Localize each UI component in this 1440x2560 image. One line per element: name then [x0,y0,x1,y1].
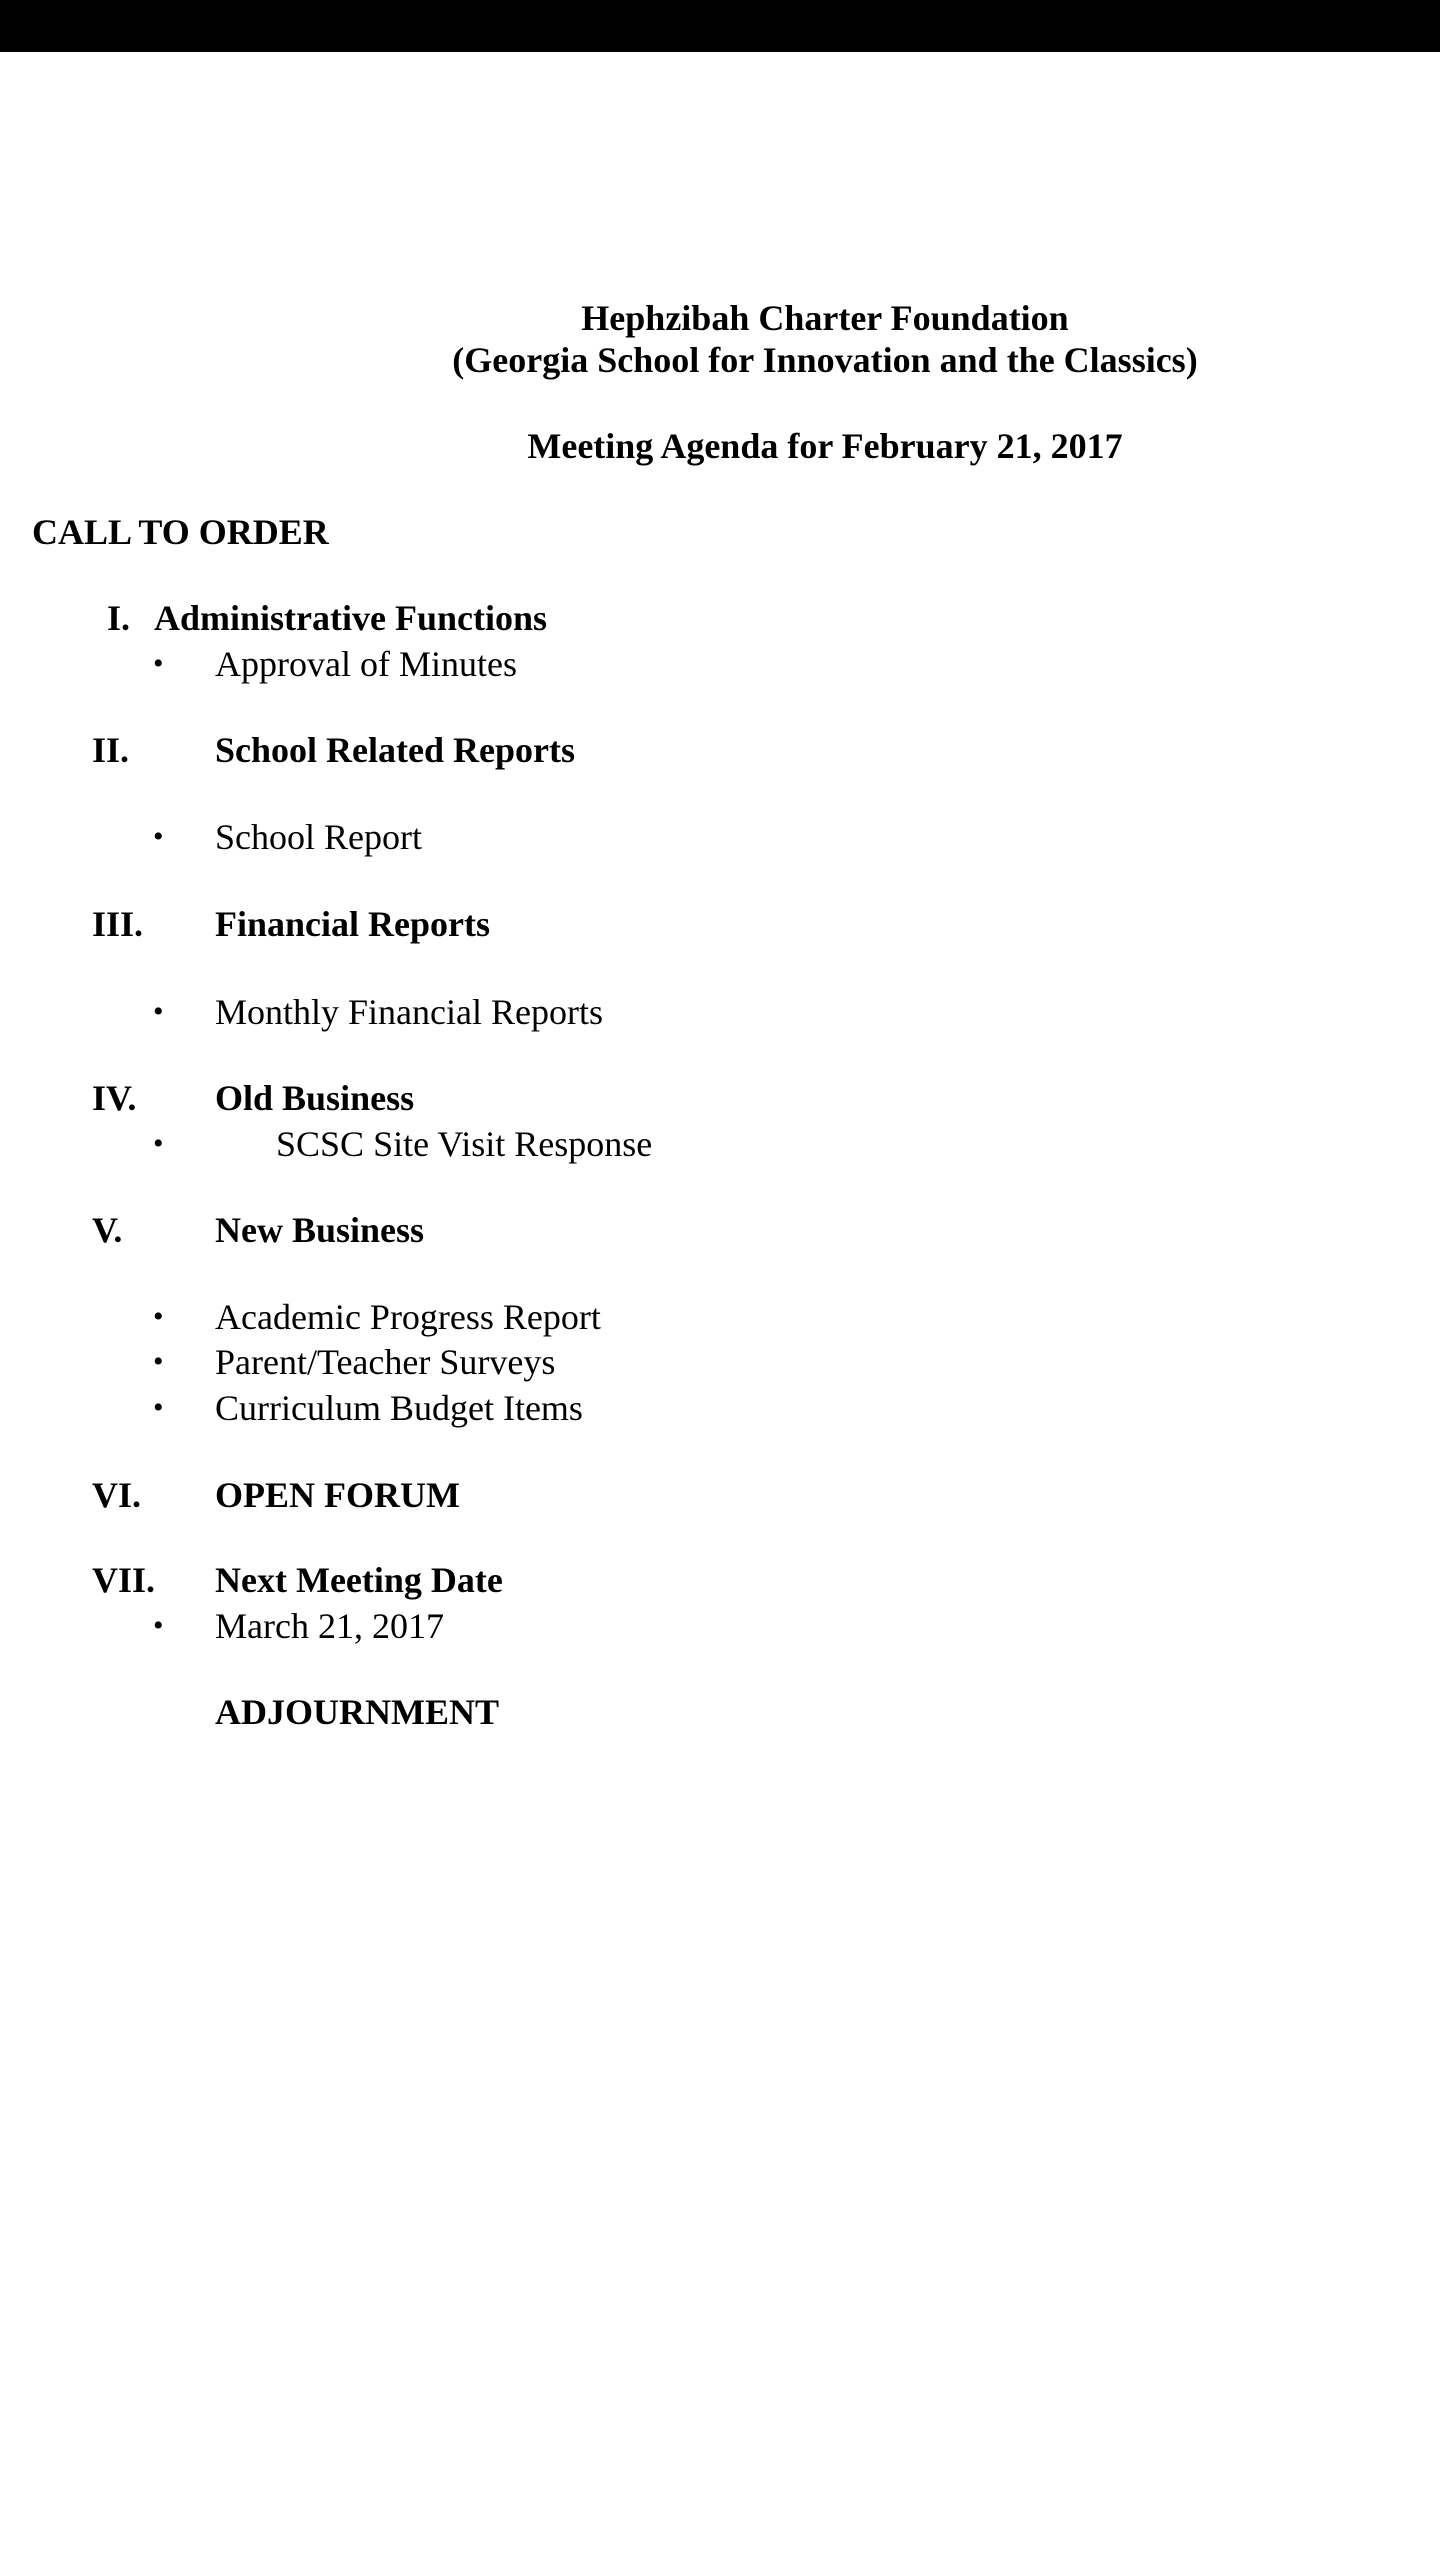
section-title: New Business [215,1210,425,1250]
bullet-icon: • [153,1300,164,1333]
call-to-order: CALL TO ORDER [32,512,329,552]
section-numeral: III. [92,904,144,944]
list-item: SCSC Site Visit Response [276,1124,653,1164]
list-item: Approval of Minutes [215,644,517,684]
bullet-icon: • [153,1345,164,1378]
agenda-title: Meeting Agenda for February 21, 2017 [527,426,1123,466]
section-numeral: II. [92,730,130,770]
top-status-bar [0,0,1440,52]
section-numeral: VI. [92,1475,142,1515]
bullet-icon: • [153,1127,164,1160]
section-title: Next Meeting Date [215,1560,503,1600]
list-item: School Report [215,817,422,857]
section-title: Administrative Functions [154,598,548,638]
school-name: (Georgia School for Innovation and the Classics) [452,340,1198,380]
list-item: Parent/Teacher Surveys [215,1342,556,1382]
bullet-icon: • [153,1391,164,1424]
list-item: March 21, 2017 [215,1606,444,1646]
list-item: Curriculum Budget Items [215,1388,583,1428]
bullet-icon: • [153,995,164,1028]
list-item: Monthly Financial Reports [215,992,603,1032]
list-item: Academic Progress Report [215,1297,601,1337]
section-title: School Related Reports [215,730,575,770]
section-numeral: V. [92,1210,123,1250]
section-numeral: I. [107,598,131,638]
org-name: Hephzibah Charter Foundation [581,298,1069,338]
bullet-icon: • [153,820,164,853]
bullet-icon: • [153,647,164,680]
section-title: Old Business [215,1078,415,1118]
section-numeral: IV. [92,1078,137,1118]
section-title: Financial Reports [215,904,490,944]
adjournment: ADJOURNMENT [215,1692,499,1732]
section-title: OPEN FORUM [215,1475,460,1515]
bullet-icon: • [153,1609,164,1642]
section-numeral: VII. [92,1560,156,1600]
